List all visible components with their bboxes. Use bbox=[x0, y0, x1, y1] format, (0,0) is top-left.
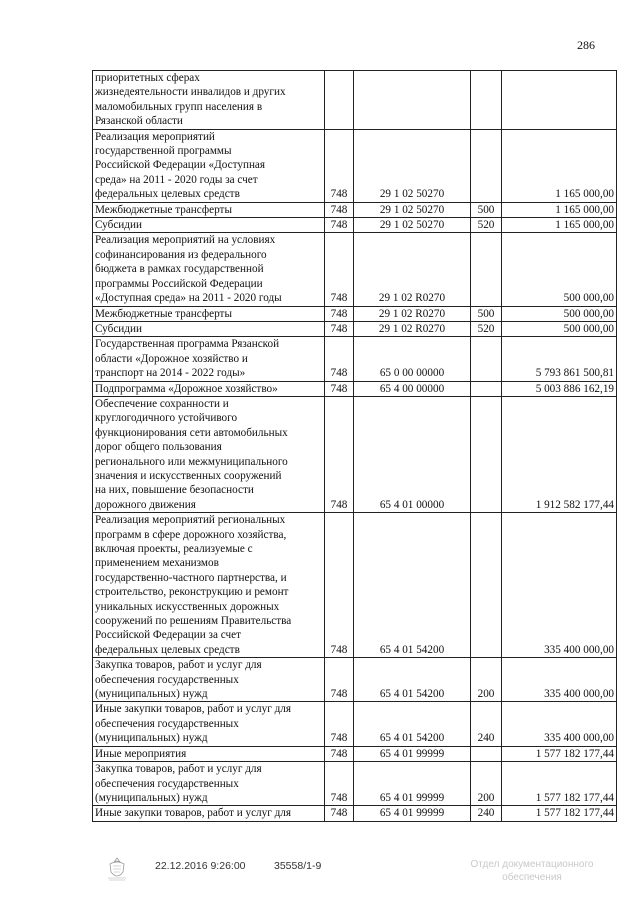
table-row bbox=[93, 306, 617, 321]
page-footer bbox=[0, 858, 640, 888]
row-name-line: применением механизмов bbox=[95, 557, 219, 570]
row-csr-cell: 29 1 02 50270 bbox=[354, 202, 471, 217]
row-csr-cell: 65 4 01 99999 bbox=[354, 806, 471, 821]
row-name-cell bbox=[93, 513, 325, 658]
table-row bbox=[93, 746, 617, 761]
row-ved-cell: 748 bbox=[325, 658, 354, 702]
row-csr-cell: 65 4 01 00000 bbox=[354, 396, 471, 512]
row-name-line: маломобильных групп населения в bbox=[95, 100, 263, 113]
row-csr-cell: 29 1 02 R0270 bbox=[354, 321, 471, 336]
row-name-line: на них, повышение безопасности bbox=[95, 484, 254, 497]
row-amount-cell: 335 400 000,00 bbox=[502, 513, 617, 658]
row-amount-cell: 1 577 182 177,44 bbox=[502, 762, 617, 806]
row-ved-cell: 748 bbox=[325, 762, 354, 806]
budget-table bbox=[92, 70, 617, 822]
row-ved-cell: 748 bbox=[325, 321, 354, 336]
table-row bbox=[93, 321, 617, 336]
row-ved-cell: 748 bbox=[325, 218, 354, 233]
row-name-cell bbox=[93, 337, 325, 381]
row-vr-cell bbox=[471, 381, 502, 396]
row-vr-cell bbox=[471, 396, 502, 512]
row-name-line: Обеспечение сохранности и bbox=[95, 397, 229, 410]
row-name-cell bbox=[93, 218, 325, 233]
row-name-cell bbox=[93, 129, 325, 202]
row-name-line: Российской Федерации за счет bbox=[95, 629, 241, 642]
row-name-cell bbox=[93, 806, 325, 821]
row-csr-cell: 65 4 01 54200 bbox=[354, 702, 471, 746]
row-name-line: приоритетных сферах bbox=[95, 72, 200, 84]
department-stamp bbox=[452, 858, 612, 884]
row-csr-cell: 29 1 02 R0270 bbox=[354, 233, 471, 306]
footer-document-number: 35558/1-9 bbox=[274, 860, 322, 872]
row-vr-cell: 520 bbox=[471, 218, 502, 233]
row-ved-cell: 748 bbox=[325, 381, 354, 396]
row-name-line: Межбюджетные трансферты bbox=[95, 307, 232, 320]
row-csr-cell: 29 1 02 R0270 bbox=[354, 306, 471, 321]
row-ved-cell: 748 bbox=[325, 129, 354, 202]
row-vr-cell bbox=[471, 746, 502, 761]
row-ved-cell: 748 bbox=[325, 396, 354, 512]
row-name-line: среда» на 2011 - 2020 годы за счет bbox=[95, 173, 258, 186]
row-name-line: Рязанской области bbox=[95, 115, 183, 128]
table-row bbox=[93, 806, 617, 821]
row-amount-cell: 5 793 861 500,81 bbox=[502, 337, 617, 381]
row-csr-cell: 65 4 01 99999 bbox=[354, 762, 471, 806]
row-name-cell bbox=[93, 202, 325, 217]
row-vr-cell: 240 bbox=[471, 806, 502, 821]
row-amount-cell: 1 912 582 177,44 bbox=[502, 396, 617, 512]
row-name-cell bbox=[93, 658, 325, 702]
budget-table-body bbox=[93, 71, 617, 822]
row-vr-cell: 500 bbox=[471, 202, 502, 217]
row-amount-cell: 500 000,00 bbox=[502, 321, 617, 336]
row-name-line: федеральных целевых средств bbox=[95, 643, 240, 656]
row-name-line: государственно-частного партнерства, и bbox=[95, 571, 287, 584]
row-amount-cell: 1 165 000,00 bbox=[502, 218, 617, 233]
row-ved-cell: 748 bbox=[325, 806, 354, 821]
row-name-cell bbox=[93, 381, 325, 396]
row-name-line: Подпрограмма «Дорожное хозяйство» bbox=[95, 382, 278, 395]
row-vr-cell: 200 bbox=[471, 658, 502, 702]
row-name-line: Реализация мероприятий на условиях bbox=[95, 234, 276, 247]
row-name-line: Межбюджетные трансферты bbox=[95, 203, 232, 216]
row-amount-cell: 335 400 000,00 bbox=[502, 658, 617, 702]
row-name-cell bbox=[93, 762, 325, 806]
row-name-line: сооружений по решениям Правительства bbox=[95, 615, 292, 628]
stamp-line-1: Отдел документационного bbox=[470, 859, 594, 870]
row-vr-cell bbox=[471, 129, 502, 202]
row-ved-cell: 748 bbox=[325, 337, 354, 381]
row-name-line: области «Дорожное хозяйство и bbox=[95, 352, 248, 365]
row-amount-cell: 1 165 000,00 bbox=[502, 129, 617, 202]
row-vr-cell bbox=[471, 233, 502, 306]
row-name-line: строительство, реконструкцию и ремонт bbox=[95, 586, 289, 599]
row-csr-cell bbox=[354, 71, 471, 130]
table-row bbox=[93, 129, 617, 202]
table-row bbox=[93, 218, 617, 233]
row-vr-cell bbox=[471, 513, 502, 658]
table-row bbox=[93, 337, 617, 381]
row-name-line: (муниципальных) нужд bbox=[95, 732, 208, 745]
row-name-line: Закупка товаров, работ и услуг для bbox=[95, 763, 262, 776]
row-csr-cell: 29 1 02 50270 bbox=[354, 218, 471, 233]
table-row bbox=[93, 202, 617, 217]
row-amount-cell: 1 577 182 177,44 bbox=[502, 746, 617, 761]
row-name-line: федеральных целевых средств bbox=[95, 188, 240, 201]
stamp-line-2: обеспечения bbox=[502, 872, 562, 883]
row-name-line: круглогодичного устойчивого bbox=[95, 412, 238, 425]
row-name-line: Иные закупки товаров, работ и услуг для bbox=[95, 703, 292, 716]
row-name-line: регионального или межмуниципального bbox=[95, 455, 288, 468]
row-vr-cell: 520 bbox=[471, 321, 502, 336]
row-name-line: транспорт на 2014 - 2022 годы» bbox=[95, 367, 246, 380]
table-row bbox=[93, 396, 617, 512]
row-name-cell bbox=[93, 321, 325, 336]
row-name-line: значения и искусственных сооружений bbox=[95, 469, 282, 482]
row-name-line: Закупка товаров, работ и услуг для bbox=[95, 659, 262, 672]
row-name-cell bbox=[93, 71, 325, 130]
row-amount-cell: 1 165 000,00 bbox=[502, 202, 617, 217]
row-name-line: (муниципальных) нужд bbox=[95, 791, 208, 804]
table-row bbox=[93, 71, 617, 130]
row-amount-cell: 335 400 000,00 bbox=[502, 702, 617, 746]
row-csr-cell: 65 4 01 99999 bbox=[354, 746, 471, 761]
row-amount-cell: 5 003 886 162,19 bbox=[502, 381, 617, 396]
row-name-line: уникальных искусственных дорожных bbox=[95, 600, 280, 613]
row-name-cell bbox=[93, 702, 325, 746]
row-name-line: обеспечения государственных bbox=[95, 777, 239, 790]
table-row bbox=[93, 513, 617, 658]
row-ved-cell: 748 bbox=[325, 702, 354, 746]
row-vr-cell: 240 bbox=[471, 702, 502, 746]
row-name-line: Субсидии bbox=[95, 322, 142, 335]
row-ved-cell: 748 bbox=[325, 746, 354, 761]
row-name-line: Реализация мероприятий региональных bbox=[95, 514, 286, 527]
coat-of-arms-icon bbox=[104, 856, 130, 882]
row-vr-cell: 200 bbox=[471, 762, 502, 806]
row-amount-cell bbox=[502, 71, 617, 130]
row-name-line: Государственная программа Рязанской bbox=[95, 338, 280, 351]
row-name-line: программы Российской Федерации bbox=[95, 277, 263, 290]
row-csr-cell: 65 4 00 00000 bbox=[354, 381, 471, 396]
row-name-line: включая проекты, реализуемые с bbox=[95, 543, 253, 555]
row-name-line: Иные мероприятия bbox=[95, 747, 187, 760]
row-name-line: бюджета в рамках государственной bbox=[95, 263, 264, 276]
row-vr-cell: 500 bbox=[471, 306, 502, 321]
row-name-cell bbox=[93, 233, 325, 306]
row-ved-cell bbox=[325, 71, 354, 130]
row-name-line: функционирования сети автомобильных bbox=[95, 426, 288, 439]
row-amount-cell: 1 577 182 177,44 bbox=[502, 806, 617, 821]
row-name-cell bbox=[93, 746, 325, 761]
row-name-line: дорог общего пользования bbox=[95, 441, 222, 454]
row-vr-cell bbox=[471, 71, 502, 130]
row-name-line: жизнедеятельности инвалидов и других bbox=[95, 86, 286, 99]
table-row bbox=[93, 381, 617, 396]
row-name-line: обеспечения государственных bbox=[95, 673, 239, 686]
table-row bbox=[93, 702, 617, 746]
row-name-line: Иные закупки товаров, работ и услуг для bbox=[95, 807, 292, 820]
row-name-line: обеспечения государственных bbox=[95, 717, 239, 730]
row-amount-cell: 500 000,00 bbox=[502, 233, 617, 306]
row-name-line: программ в сфере дорожного хозяйства, bbox=[95, 528, 287, 541]
row-csr-cell: 29 1 02 50270 bbox=[354, 129, 471, 202]
row-name-line: Реализация мероприятий bbox=[95, 130, 215, 143]
row-name-line: (муниципальных) нужд bbox=[95, 688, 208, 701]
row-amount-cell: 500 000,00 bbox=[502, 306, 617, 321]
table-row bbox=[93, 762, 617, 806]
row-name-line: государственной программы bbox=[95, 145, 232, 158]
row-ved-cell: 748 bbox=[325, 513, 354, 658]
row-csr-cell: 65 4 01 54200 bbox=[354, 658, 471, 702]
row-name-line: «Доступная среда» на 2011 - 2020 годы bbox=[95, 292, 282, 305]
row-csr-cell: 65 0 00 00000 bbox=[354, 337, 471, 381]
row-name-line: дорожного движения bbox=[95, 498, 196, 511]
footer-datetime: 22.12.2016 9:26:00 bbox=[155, 860, 246, 872]
row-csr-cell: 65 4 01 54200 bbox=[354, 513, 471, 658]
table-row bbox=[93, 658, 617, 702]
row-ved-cell: 748 bbox=[325, 202, 354, 217]
row-name-cell bbox=[93, 306, 325, 321]
page-number: 286 bbox=[577, 38, 595, 52]
row-name-cell bbox=[93, 396, 325, 512]
row-ved-cell: 748 bbox=[325, 233, 354, 306]
table-row bbox=[93, 233, 617, 306]
row-name-line: Российской Федерации «Доступная bbox=[95, 159, 266, 172]
row-ved-cell: 748 bbox=[325, 306, 354, 321]
row-name-line: софинансирования из федерального bbox=[95, 248, 267, 261]
row-vr-cell bbox=[471, 337, 502, 381]
row-name-line: Субсидии bbox=[95, 219, 142, 232]
